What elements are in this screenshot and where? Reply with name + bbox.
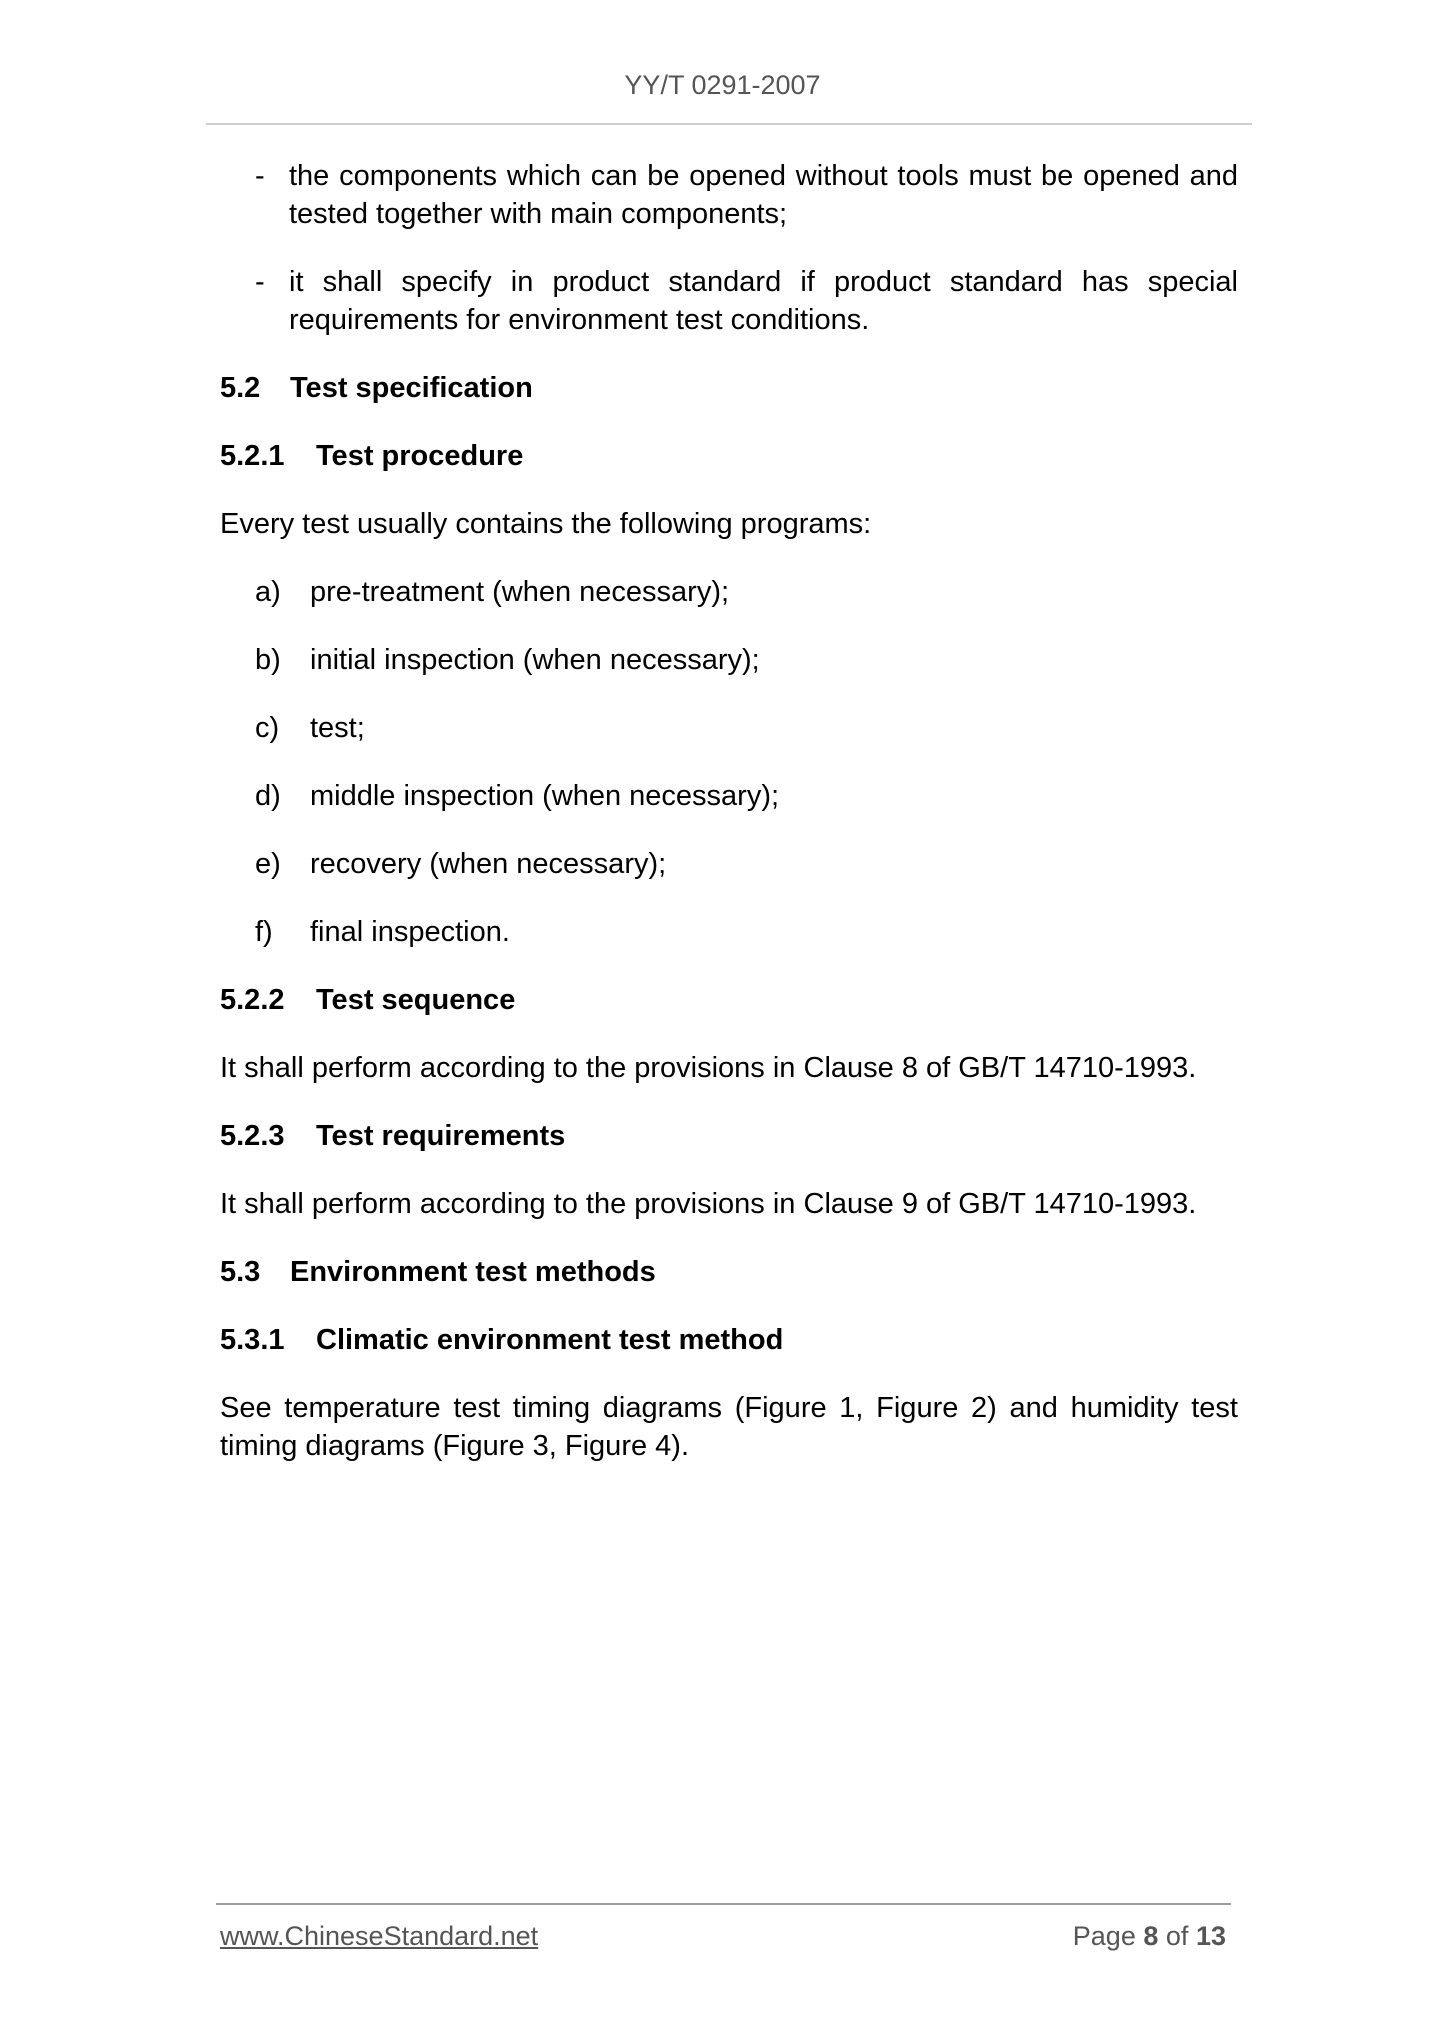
bullet-item (220, 157, 1238, 233)
section-number: 5.2 (220, 372, 261, 404)
footer-divider (216, 1903, 1231, 1905)
section-title: Test procedure (316, 440, 524, 472)
page-footer (220, 1921, 1226, 1952)
section-heading-5-3-1 (220, 1321, 1238, 1359)
section-title: Environment test methods (290, 1256, 656, 1288)
website-link[interactable]: www.ChineseStandard.net (220, 1921, 539, 1951)
list-marker: a) (255, 576, 281, 608)
page-of: of (1165, 1921, 1189, 1951)
section-title: Test sequence (316, 984, 516, 1016)
section-title: Climatic environment test method (316, 1324, 784, 1356)
list-item (220, 777, 1238, 815)
list-marker: e) (255, 848, 281, 880)
list-marker: d) (255, 780, 281, 812)
list-marker: b) (255, 644, 281, 676)
bullet-dash: - (255, 160, 265, 192)
list-item (220, 845, 1238, 883)
page-current: 8 (1143, 1921, 1159, 1951)
requirements-paragraph: It shall perform according to the provisions in Clause 9 of GB/T 14710-1993. (220, 1188, 1197, 1220)
page-content (220, 157, 1238, 1495)
section-number: 5.3.1 (220, 1324, 285, 1356)
sequence-paragraph: It shall perform according to the provisions in Clause 8 of GB/T 14710-1993. (220, 1052, 1197, 1084)
list-marker: c) (255, 712, 280, 744)
bullet-text: the components which can be opened without tools must be opened and tested together with main components; (289, 160, 1238, 230)
bullet-item (220, 263, 1238, 339)
section-heading-5-2-3 (220, 1117, 1238, 1155)
section-number: 5.2.2 (220, 984, 285, 1016)
section-number: 5.3 (220, 1256, 261, 1288)
list-text: initial inspection (when necessary); (310, 644, 760, 676)
section-title: Test requirements (316, 1120, 566, 1152)
list-text: final inspection. (310, 916, 510, 948)
bullet-dash: - (255, 266, 265, 298)
page-prefix: Page (1072, 1921, 1136, 1951)
section-heading-5-3 (220, 1253, 1238, 1291)
section-heading-5-2-1 (220, 437, 1238, 475)
header-divider (206, 123, 1252, 125)
section-heading-5-2 (220, 369, 1238, 407)
section-number: 5.2.1 (220, 440, 285, 472)
section-heading-5-2-2 (220, 981, 1238, 1019)
section-number: 5.2.3 (220, 1120, 285, 1152)
list-item (220, 641, 1238, 679)
list-marker: f) (255, 916, 273, 948)
list-text: test; (310, 712, 365, 744)
list-item (220, 709, 1238, 747)
climatic-paragraph: See temperature test timing diagrams (Figure 1, Figure 2) and humidity test timing diagrams (Figure 3, Figure 4). (220, 1392, 1238, 1462)
section-title: Test specification (290, 372, 533, 404)
procedure-intro: Every test usually contains the following programs: (220, 508, 872, 540)
list-item (220, 573, 1238, 611)
list-text: pre-treatment (when necessary); (310, 576, 730, 608)
list-text: middle inspection (when necessary); (310, 780, 780, 812)
page-total: 13 (1195, 1921, 1226, 1951)
bullet-text: it shall specify in product standard if product standard has special requirements for environment test conditions. (289, 266, 1238, 336)
list-item (220, 913, 1238, 951)
document-code-header: YY/T 0291-2007 (624, 70, 821, 100)
page-number (1073, 1921, 1226, 1952)
list-text: recovery (when necessary); (310, 848, 667, 880)
